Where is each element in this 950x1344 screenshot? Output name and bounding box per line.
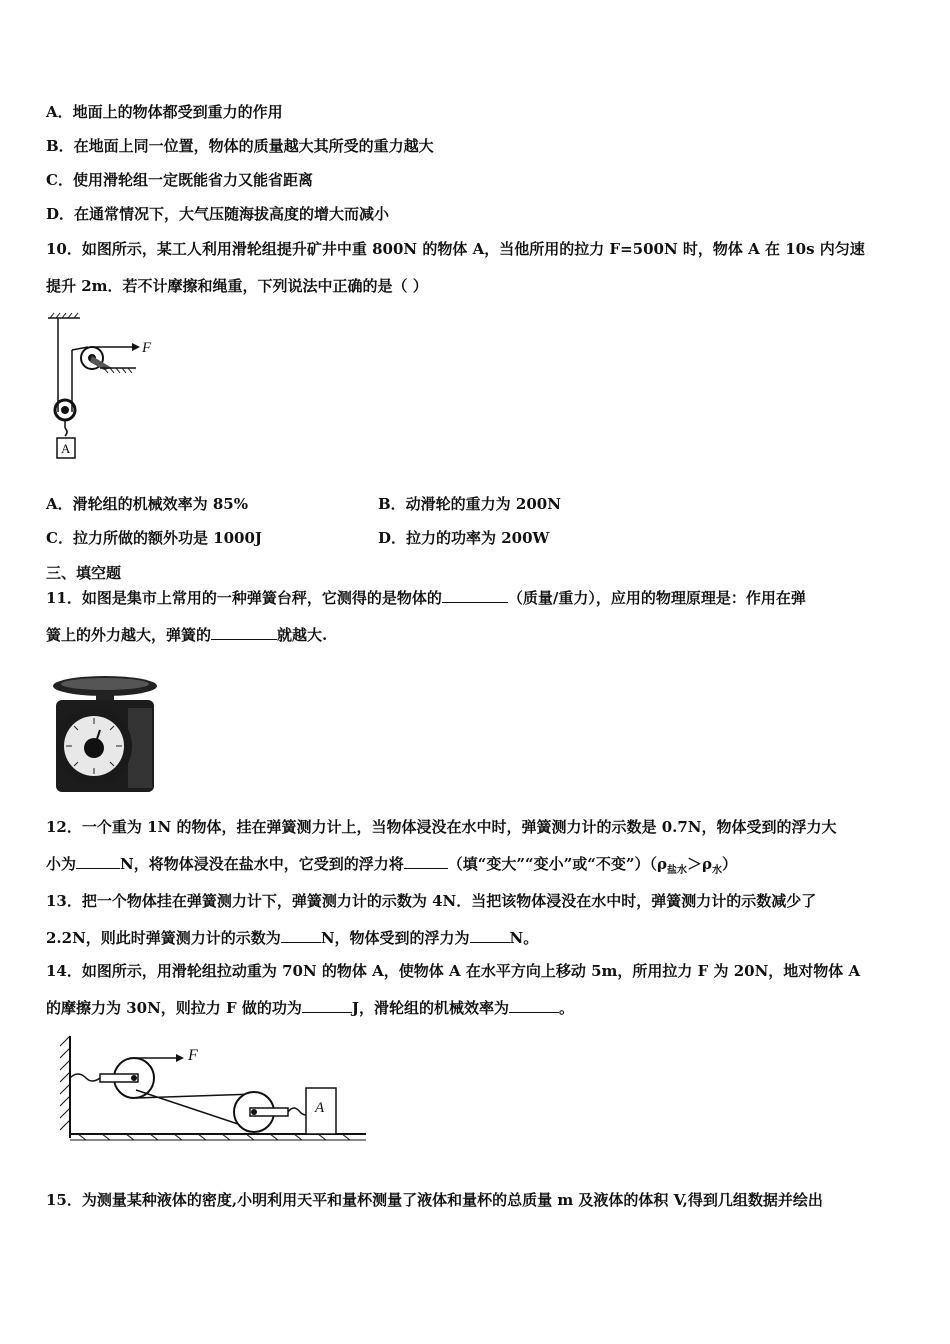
q12-stem-line2 xyxy=(46,854,737,881)
q10-option-c: C．拉力所做的额外功是 1000J xyxy=(46,529,263,547)
q12-stem-line1: 12．一个重为 1N 的物体，挂在弹簧测力计上，当物体浸没在水中时，弹簧测力计的示数是 0.7N，物体受到的浮力大 xyxy=(46,818,837,836)
q11-text-b: （质量/重力），应用的物理原理是：作用在弹 xyxy=(507,589,806,607)
q10-fig-force-label: F xyxy=(142,340,152,356)
q11-stem-line1 xyxy=(46,588,806,608)
q9-option-d: D．在通常情况下，大气压随海拔高度的增大而减小 xyxy=(46,205,390,223)
q10-option-b: B．动滑轮的重力为 200N xyxy=(378,495,561,513)
q12-text-gt: ＞ρ xyxy=(686,855,712,873)
q10-option-d: D．拉力的功率为 200W xyxy=(378,529,550,547)
q13-blank-1[interactable] xyxy=(281,928,321,943)
q10-fig-block-label: A xyxy=(61,441,71,456)
q13-blank-2[interactable] xyxy=(470,928,510,943)
q12-text-close: ） xyxy=(721,855,737,873)
q11-blank-1[interactable] xyxy=(442,588,508,603)
q14-fig-force-label: F xyxy=(188,1047,198,1064)
q9-option-b: B．在地面上同一位置，物体的质量越大其所受的重力越大 xyxy=(46,137,434,155)
q14-blank-2[interactable] xyxy=(509,998,559,1013)
q14-fig-block-label: A xyxy=(315,1100,325,1116)
q11-text-d: 就越大. xyxy=(277,626,328,644)
q14-stem-line2 xyxy=(46,998,574,1018)
q10-pulley-figure xyxy=(40,310,180,465)
q12-text-c: （填“变大”“变小”或“不变”）（ρ xyxy=(447,855,667,873)
q12-sub-salt: 盐水 xyxy=(666,865,687,876)
q10-option-a: A．滑轮组的机械效率为 85% xyxy=(46,495,248,513)
q9-option-c: C．使用滑轮组一定既能省力又能省距离 xyxy=(46,171,313,189)
q10-stem-line2: 提升 2m．若不计摩擦和绳重，下列说法中正确的是（ ） xyxy=(46,277,428,295)
q12-text-a: 小为 xyxy=(46,855,77,873)
q11-text-a: 11．如图是集市上常用的一种弹簧台秤，它测得的是物体的 xyxy=(46,589,442,607)
q12-text-b: N，将物体浸没在盐水中，它受到的浮力将 xyxy=(120,855,404,873)
q12-sub-water: 水 xyxy=(711,865,722,876)
q14-stem-line1: 14．如图所示，用滑轮组拉动重为 70N 的物体 A，使物体 A 在水平方向上移动 5m，所用拉力 F 为 20N，地对物体 A xyxy=(46,962,861,980)
q11-text-c: 簧上的外力越大，弹簧的 xyxy=(46,626,212,644)
q11-stem-line2 xyxy=(46,625,327,645)
q10-stem-line1: 10．如图所示，某工人利用滑轮组提升矿井中重 800N 的物体 A，当他所用的拉力 F=500N 时，物体 A 在 10s 内匀速 xyxy=(46,240,865,258)
q13-stem-line1: 13．把一个物体挂在弹簧测力计下，弹簧测力计的示数为 4N．当把该物体浸没在水中时，弹簧测力计的示数减少了 xyxy=(46,892,817,910)
q14-pulley-figure xyxy=(56,1032,374,1148)
q15-stem-line1: 15．为测量某种液体的密度,小明利用天平和量杯测量了液体和量杯的总质量 m 及液体的体积 V,得到几组数据并绘出 xyxy=(46,1191,823,1209)
q11-spring-scale-figure xyxy=(50,672,162,796)
q13-text-b: N，物体受到的浮力为 xyxy=(320,929,470,947)
q9-option-a: A．地面上的物体都受到重力的作用 xyxy=(46,103,283,121)
q14-text-a: 的摩擦力为 30N，则拉力 F 做的功为 xyxy=(46,999,302,1017)
q14-text-b: J，滑轮组的机械效率为 xyxy=(351,999,510,1017)
q12-blank-2[interactable] xyxy=(404,854,448,869)
q14-blank-1[interactable] xyxy=(302,998,352,1013)
q11-blank-2[interactable] xyxy=(211,625,277,640)
q12-blank-1[interactable] xyxy=(76,854,120,869)
q13-text-c: N。 xyxy=(509,929,539,947)
section-title: 三、填空题 xyxy=(46,564,122,582)
q14-text-c: 。 xyxy=(559,999,575,1017)
q13-text-a: 2.2N，则此时弹簧测力计的示数为 xyxy=(46,929,281,947)
q13-stem-line2 xyxy=(46,928,538,948)
